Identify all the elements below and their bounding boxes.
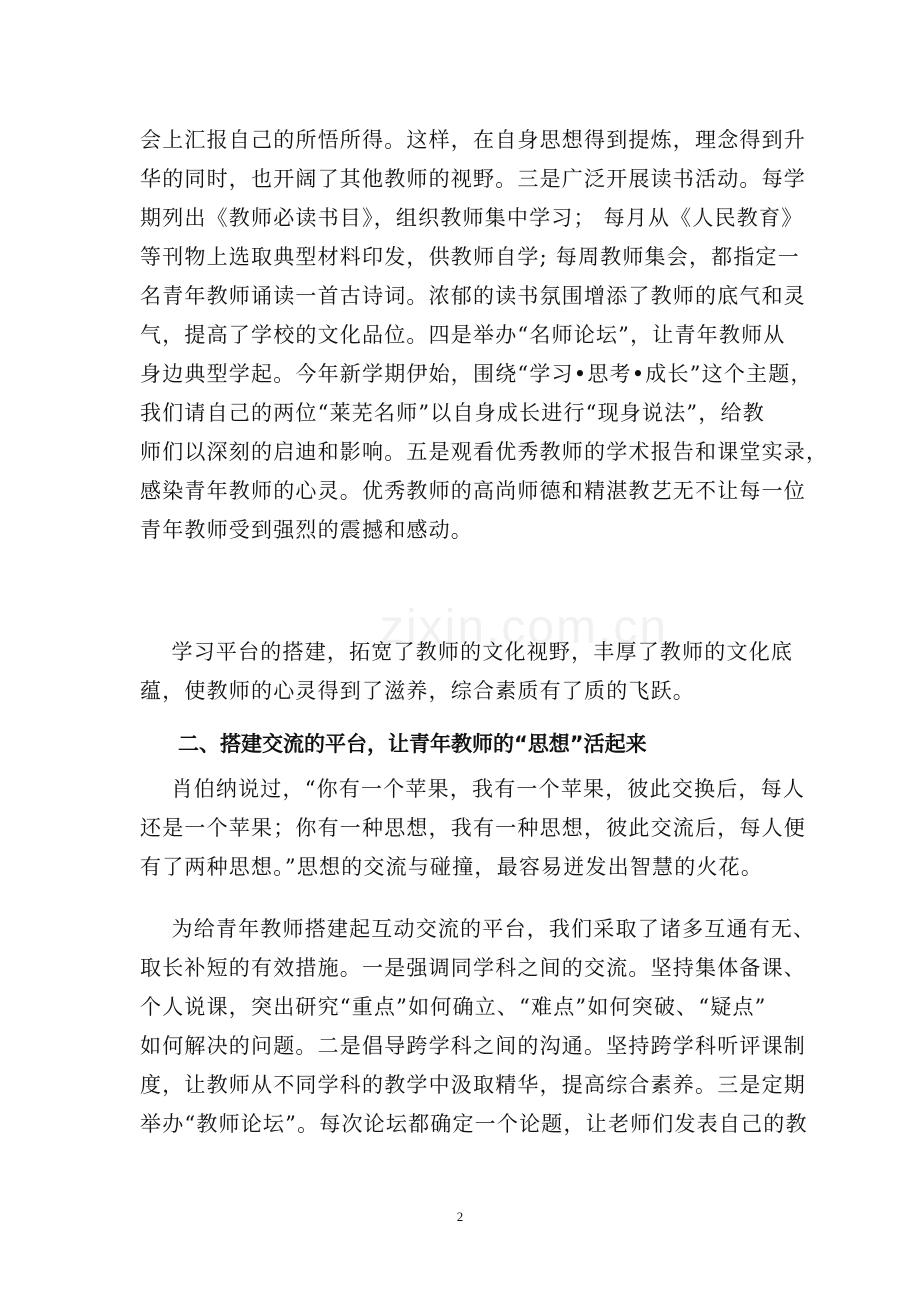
- text-line: 肖伯纳说过，“你有一个苹果，我有一个苹果，彼此交换后，每人: [140, 777, 806, 801]
- text-line: 举办“教师论坛”。每次论坛都确定一个论题，让老师们发表自己的教: [140, 1112, 808, 1136]
- text-line: 师们以深刻的启迪和影响。五是观看优秀教师的学术报告和课堂实录，: [140, 440, 829, 464]
- text-line: 气，提高了学校的文化品位。四是举办“名师论坛”，让青年教师从: [140, 323, 786, 347]
- text-line: 如何解决的问题。二是倡导跨学科之间的沟通。坚持跨学科听评课制: [140, 1034, 806, 1058]
- paragraph-3: [140, 770, 806, 887]
- text-line: 蕴，使教师的心灵得到了滋养，综合素质有了质的飞跃。: [140, 679, 695, 703]
- text-line: 度，让教师从不同学科的教学中汲取精华，提高综合素养。三是定期: [140, 1073, 806, 1097]
- text-line: 等刊物上选取典型材料印发，供教师自学; 每周教师集会，都指定一: [140, 245, 800, 269]
- paragraph-2: [140, 633, 792, 711]
- text-line: 身边典型学起。今年新学期伊始，围绕“学习•思考•成长”这个主题，: [140, 362, 813, 386]
- paragraph-1: [140, 121, 829, 550]
- text-line: 个人说课，突出研究“重点”如何确立、“难点”如何突破、“疑点”: [140, 995, 767, 1019]
- text-line: 青年教师受到强烈的震撼和感动。: [140, 518, 473, 542]
- text-line: 为给青年教师搭建起互动交流的平台，我们采取了诸多互通有无、: [140, 917, 816, 941]
- text-line: 期列出《教师必读书目》，组织教师集中学习； 每月从《人民教育》: [140, 206, 804, 230]
- text-line: 华的同时，也开阔了其他教师的视野。三是广泛开展读书活动。每学: [140, 167, 806, 191]
- heading-text: 二、搭建交流的平台，让青年教师的“思想”活起来: [178, 732, 647, 756]
- text-line: 取长补短的有效措施。一是强调同学科之间的交流。坚持集体备课、: [140, 956, 806, 980]
- paragraph-4: [140, 910, 816, 1144]
- text-line: 学习平台的搭建，拓宽了教师的文化视野，丰厚了教师的文化底: [140, 640, 794, 664]
- watermark: zixin.com.cn: [380, 601, 669, 654]
- text-line: 我们请自己的两位“莱芜名师”以自身成长进行“现身说法”，给教: [140, 401, 765, 425]
- text-line: 名青年教师诵读一首古诗词。浓郁的读书氛围增添了教师的底气和灵: [140, 284, 806, 308]
- text-line: 会上汇报自己的所悟所得。这样，在自身思想得到提炼，理念得到升: [140, 128, 806, 152]
- section-heading: [178, 722, 830, 766]
- text-line: 感染青年教师的心灵。优秀教师的高尚师德和精湛教艺无不让每一位: [140, 479, 806, 503]
- text-line: 有了两种思想。”思想的交流与碰撞，最容易迸发出智慧的火花。: [140, 855, 764, 879]
- text-line: 还是一个苹果；你有一种思想，我有一种思想，彼此交流后，每人便: [140, 816, 806, 840]
- page-number: 2: [456, 1209, 464, 1224]
